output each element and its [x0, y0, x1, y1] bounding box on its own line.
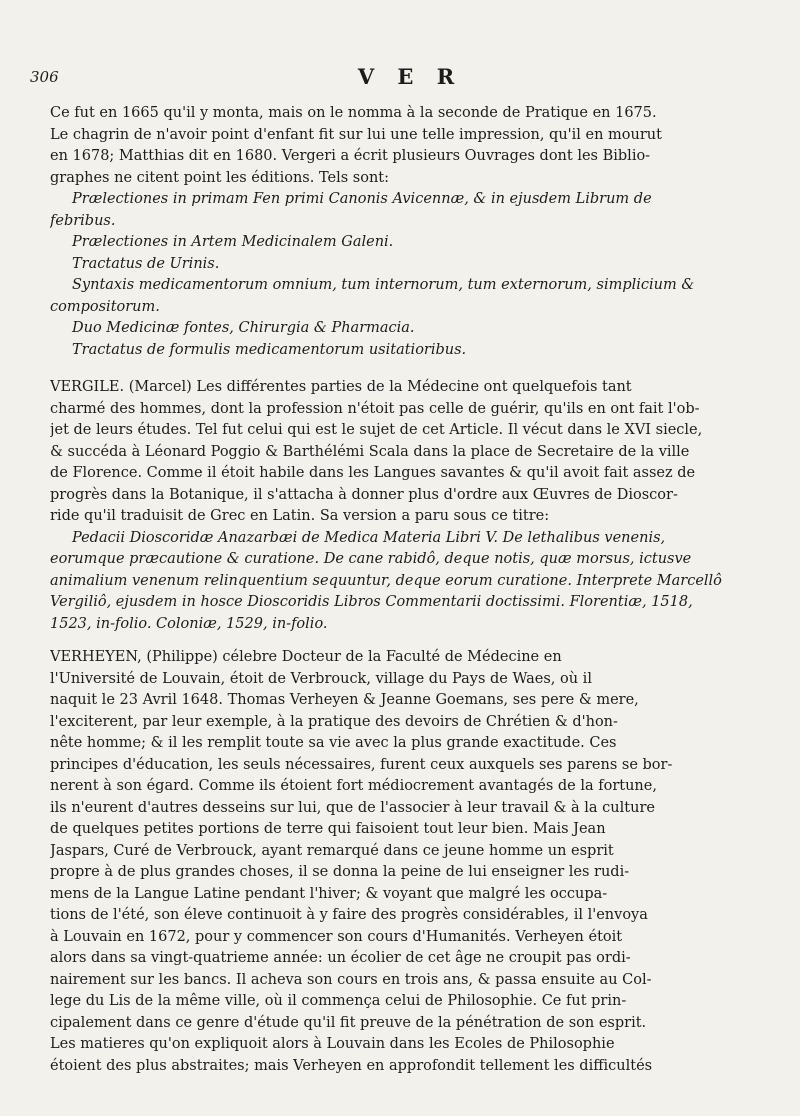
text-line: & succéda à Léonard Poggio & Barthélémi Scala dans la place de Secretaire de la ville: [50, 443, 690, 460]
work-entry: Syntaxis medicamentorum omnium, tum internorum, tum externorum, simplicium &: [72, 277, 695, 293]
text-line: étoient des plus abstraites; mais Verheyen en approfondit tellement les difficultés: [50, 1057, 653, 1074]
text-line: en 1678; Matthias dit en 1680. Vergeri a écrit plusieurs Ouvrages dont les Biblio-: [50, 148, 651, 164]
text-line: tions de l'été, son éleve continuoit à y faire des progrès considérables, il l'envoya: [50, 907, 648, 923]
text-line: l'exciterent, par leur exemple, à la pratique des devoirs de Chrétien & d'hon-: [50, 713, 618, 730]
page-header: [30, 64, 790, 90]
running-head: V E R: [357, 64, 463, 89]
work-entry: Prælectiones in primam Fen primi Canonis Avicennæ, & in ejusdem Librum de: [72, 191, 652, 207]
text-line: VERGILE. (Marcel) Les différentes parties de la Médecine ont quelquefois tant: [50, 379, 632, 395]
text-line: nête homme; & il les remplit toute sa vie avec la plus grande exactitude. Ces: [50, 735, 617, 751]
text-line: cipalement dans ce genre d'étude qu'il fit preuve de la pénétration de son esprit.: [50, 1014, 647, 1031]
paragraph-intro: [50, 103, 768, 189]
text-line: lege du Lis de la même ville, où il commença celui de Philosophie. Ce fut prin-: [50, 993, 627, 1009]
text-line: Le chagrin de n'avoir point d'enfant fit sur lui une telle impression, qu'il en mourut: [50, 126, 662, 143]
text-line: VERHEYEN, (Philippe) célebre Docteur de la Faculté de Médecine en: [50, 649, 562, 665]
text-line: naquit le 23 Avril 1648. Thomas Verheyen & Jeanne Goemans, ses pere & mere,: [50, 692, 639, 708]
text-line: ride qu'il traduisit de Grec en Latin. Sa version a paru sous ce titre:: [50, 508, 550, 524]
text-line: graphes ne citent point les éditions. Tels sont:: [50, 169, 390, 186]
text-line: principes d'éducation, les seuls nécessaires, furent ceux auxquels ses parens se bor-: [50, 756, 673, 773]
work-entry-continuation: compositorum.: [50, 298, 160, 315]
book-title-line: eorumque præcautione & curatione. De cane rabidô, deque notis, quæ morsus, ictusve: [50, 551, 692, 567]
text-line: à Louvain en 1672, pour y commencer son cours d'Humanités. Verheyen étoit: [50, 928, 623, 945]
text-line: progrès dans la Botanique, il s'attacha à donner plus d'ordre aux Œuvres de Dioscor-: [50, 486, 678, 503]
text-line: nerent à son égard. Comme ils étoient fort médiocrement avantagés de la fortune,: [50, 778, 657, 794]
work-entry: Tractatus de formulis medicamentorum usitatioribus.: [72, 341, 467, 358]
text-line: alors dans sa vingt-quatrieme année: un écolier de cet âge ne croupit pas ordi-: [50, 950, 631, 966]
text-line: Ce fut en 1665 qu'il y monta, mais on le nomma à la seconde de Pratique en 1675.: [50, 105, 657, 121]
text-line: l'Université de Louvain, étoit de Verbrouck, village du Pays de Waes, où il: [50, 670, 592, 687]
entry-verheyen: [50, 647, 768, 1077]
text-line: Jaspars, Curé de Verbrouck, ayant remarqué dans ce jeune homme un esprit: [50, 842, 614, 859]
text-line: charmé des hommes, dont la profession n'étoit pas celle de guérir, qu'ils en ont fait l'ob-: [50, 400, 700, 417]
book-title-line: Pedacii Dioscoridæ Anazarbæi de Medica Materia Libri V. De lethalibus venenis,: [72, 529, 666, 546]
book-title-line: Vergiliô, ejusdem in hosce Dioscoridis Libros Commentarii doctissimi. Florentiæ, 1518,: [50, 594, 693, 610]
work-entry: Duo Medicinæ fontes, Chirurgia & Pharmacia.: [72, 320, 415, 336]
text-line: jet de leurs études. Tel fut celui qui est le sujet de cet Article. Il vécut dans le XVI siecle,: [50, 422, 703, 438]
text-line: mens de la Langue Latine pendant l'hiver; & voyant que malgré les occupa-: [50, 885, 608, 902]
work-entry-continuation: febribus.: [50, 212, 116, 229]
work-entry: Prælectiones in Artem Medicinalem Galeni.: [72, 234, 394, 250]
work-entry: Tractatus de Urinis.: [72, 255, 220, 272]
entry-vergile: [50, 377, 768, 635]
text-line: ils n'eurent d'autres desseins sur lui, que de l'associer à leur travail & à la culture: [50, 799, 655, 816]
text-line: propre à de plus grandes choses, il se donna la peine de lui enseigner les rudi-: [50, 864, 630, 880]
page-number: 306: [30, 68, 59, 86]
book-title-line: 1523, in-folio. Coloniæ, 1529, in-folio.: [50, 615, 328, 632]
text-line: nairement sur les bancs. Il acheva son cours en trois ans, & passa ensuite au Col-: [50, 971, 652, 988]
text-line: de Florence. Comme il étoit habile dans les Langues savantes & qu'il avoit fait assez de: [50, 465, 696, 481]
works-list: [50, 189, 768, 361]
text-line: de quelques petites portions de terre qui faisoient tout leur bien. Mais Jean: [50, 821, 606, 837]
text-line: Les matieres qu'on expliquoit alors à Louvain dans les Ecoles de Philosophie: [50, 1036, 615, 1052]
body-text: [50, 103, 768, 1077]
book-title-line: animalium venenum relinquentium sequuntur, deque eorum curatione. Interprete Marcellô: [50, 572, 722, 589]
